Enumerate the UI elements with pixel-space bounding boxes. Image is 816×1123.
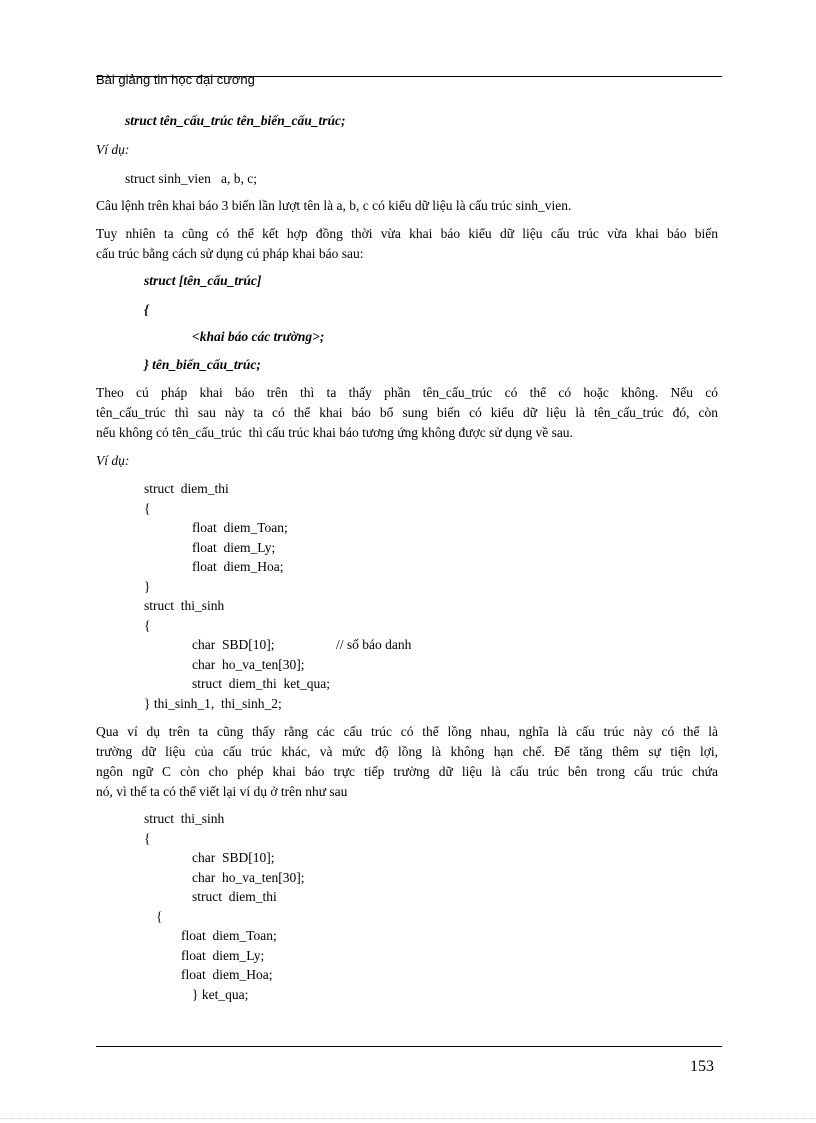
- code-line: } ket_qua;: [192, 987, 249, 1002]
- syntax-line: } tên_biến_cấu_trúc;: [144, 357, 261, 372]
- paragraph-line: Theo cú pháp khai báo trên thì ta thấy phần tên_cấu_trúc có thể có hoặc không. Nếu có: [96, 385, 718, 400]
- code-line: }: [144, 579, 151, 594]
- code-comment: // số báo danh: [336, 637, 412, 652]
- code-line: float diem_Hoa;: [192, 559, 284, 574]
- paragraph-line: ngôn ngữ C còn cho phép khai báo trực tiếp trường dữ liệu là cấu trúc bên trong cấu trúc chứa: [96, 764, 718, 779]
- syntax-line: struct tên_cấu_trúc tên_biến_cấu_trúc;: [125, 113, 346, 128]
- running-header: Bài giảng tin học đại cương: [96, 72, 255, 87]
- code-line: float diem_Ly;: [192, 540, 276, 555]
- code-line: char ho_va_ten[30];: [192, 870, 305, 885]
- code-line: float diem_Ly;: [181, 948, 265, 963]
- code-line: {: [144, 831, 151, 846]
- code-line: struct thi_sinh: [144, 811, 225, 826]
- code-line: float diem_Toan;: [192, 520, 288, 535]
- example-label: Ví dụ:: [96, 142, 130, 157]
- paragraph-line: Qua ví dụ trên ta cũng thấy rằng các cấu trúc có thể lồng nhau, nghĩa là cấu trúc này có thể là: [96, 724, 718, 739]
- code-line: struct diem_thi: [144, 481, 229, 496]
- paragraph-line: Câu lệnh trên khai báo 3 biến lần lượt tên là a, b, c có kiểu dữ liệu là cấu trúc sinh_vien.: [96, 198, 572, 213]
- paragraph-line: tên_cấu_trúc thì sau này ta có thể khai báo bổ sung biến có kiểu dữ liệu là tên_cấu_trúc đó, còn: [96, 405, 718, 420]
- page-edge-divider: [0, 1118, 816, 1119]
- page-number: 153: [690, 1058, 714, 1075]
- code-line: char SBD[10];: [192, 637, 275, 652]
- code-line: char ho_va_ten[30];: [192, 657, 305, 672]
- code-line: char SBD[10];: [192, 850, 275, 865]
- header-rule: [96, 76, 722, 77]
- paragraph-line: nếu không có tên_cấu_trúc thì cấu trúc khai báo tương ứng không được sử dụng về sau.: [96, 425, 573, 440]
- syntax-line: {: [144, 302, 149, 317]
- code-line: struct sinh_vien a, b, c;: [125, 171, 257, 186]
- code-line: struct thi_sinh: [144, 598, 225, 613]
- code-line: struct diem_thi: [192, 889, 277, 904]
- syntax-line: <khai báo các trường>;: [192, 329, 325, 344]
- code-line: {: [144, 618, 151, 633]
- paragraph-line: trường dữ liệu của cấu trúc khác, và mức độ lồng là không hạn chế. Để tăng thêm sự tiện lợi,: [96, 744, 718, 759]
- code-line: } thi_sinh_1, thi_sinh_2;: [144, 696, 282, 711]
- code-line: float diem_Hoa;: [181, 967, 273, 982]
- code-line: {: [144, 501, 151, 516]
- syntax-line: struct [tên_cấu_trúc]: [144, 273, 262, 288]
- footer-rule: [96, 1046, 722, 1047]
- paragraph-line: cấu trúc bằng cách sử dụng cú pháp khai báo sau:: [96, 246, 364, 261]
- code-line: float diem_Toan;: [181, 928, 277, 943]
- paragraph-line: Tuy nhiên ta cũng có thể kết hợp đồng thời vừa khai báo kiểu dữ liệu cấu trúc vừa khai báo biến: [96, 226, 718, 241]
- code-line: struct diem_thi ket_qua;: [192, 676, 330, 691]
- paragraph-line: nó, vì thế ta có thể viết lại ví dụ ở trên như sau: [96, 784, 348, 799]
- code-line: {: [156, 909, 163, 924]
- example-label: Ví dụ:: [96, 453, 130, 468]
